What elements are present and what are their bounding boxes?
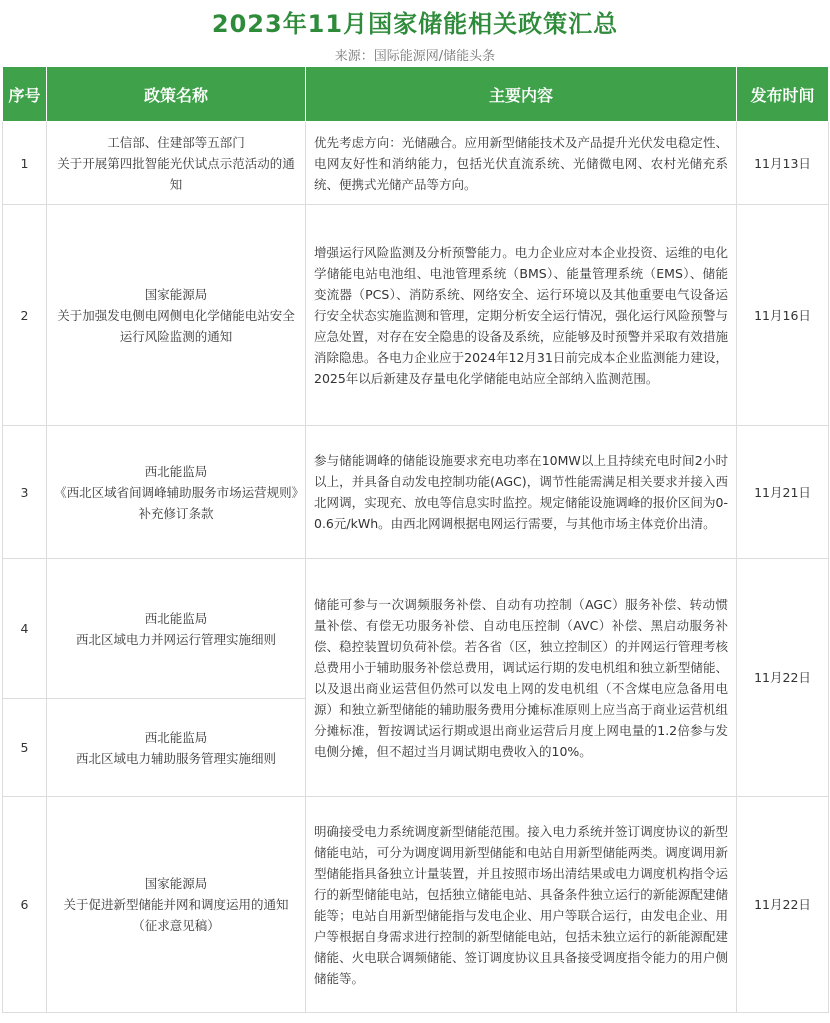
policy-table <box>2 66 829 1013</box>
row-content: 储能可参与一次调频服务补偿、自动有功控制（AGC）服务补偿、转动惯量补偿、有偿无功服务补偿、自动电压控制（AVC）补偿、黑启动服务补偿、稳控装置切负荷补偿。若各省（区，独立控制区）的并网运行管理考核总费用小于辅助服务补偿总费用，调试运行期的发电机组和独立新型储能、以及退出商业运营但仍然可以发电上网的发电机组（不含煤电应急备用电源）和独立新型储能的辅助服务费用分摊标准原则上应当高于商业运营机组分摊标准，暂按调试运行期或退出商业运营后月度上网电量的1.2倍参与发电侧分摊，但不超过当月调试期电费收入的10%。 <box>306 559 737 797</box>
row-title: 西北区域电力辅助服务管理实施细则 <box>75 750 276 766</box>
row-index: 1 <box>3 122 47 205</box>
row-index: 6 <box>3 797 47 1013</box>
table-row <box>3 426 829 559</box>
row-policy-name <box>47 699 306 797</box>
row-policy-name <box>47 559 306 699</box>
row-policy-name <box>47 205 306 426</box>
row-content: 参与储能调峰的储能设施要求充电功率在10MW以上且持续充电时间2小时以上，并具备自动发电控制功能(AGC)，调节性能需满足相关要求并接入西北网调，实现充、放电等信息实时监控。规定储能设施调峰的报价区间为0-0.6元/kWh。由西北网调根据电网运行需要，与其他市场主体竞价出清。 <box>306 426 737 559</box>
row-issuer: 工信部、住建部等五部门 <box>107 134 245 150</box>
header-main-content: 主要内容 <box>306 67 737 122</box>
page-title: 2023年11月国家储能相关政策汇总 <box>211 9 619 38</box>
source-line: 来源：国际能源网/储能头条 <box>334 48 496 64</box>
row-index: 4 <box>3 559 47 699</box>
row-content: 优先考虑方向：光储融合。应用新型储能技术及产品提升光伏发电稳定性、电网友好性和消纳能力，包括光伏直流系统、光储微电网、农村光储充系统、便携式光储产品等方向。 <box>306 122 737 205</box>
row-title: 关于促进新型储能并网和调度运用的通知（征求意见稿） <box>63 897 289 933</box>
row-issuer: 西北能监局 <box>144 610 208 626</box>
row-date: 11月13日 <box>737 122 829 205</box>
row-issuer: 西北能监局 <box>144 463 208 479</box>
row-date: 11月22日 <box>737 797 829 1013</box>
row-content: 明确接受电力系统调度新型储能范围。接入电力系统并签订调度协议的新型储能电站，可分为调度调用新型储能和电站自用新型储能两类。调度调用新型储能指具备独立计量装置，并且按照市场出清结果或电力调度机构指令运行的新型储能电站，包括独立储能电站、具备条件独立运行的新能源配建储能等；电站自用新型储能指与发电企业、用户等联合运行，由发电企业、用户等根据自身需求进行控制的新型储能电站，包括未独立运行的新能源配建储能、火电联合调频储能、签订调度协议且具备接受调度指令能力的用户侧储能等。 <box>306 797 737 1013</box>
row-issuer: 西北能监局 <box>144 729 208 745</box>
row-title: 关于加强发电侧电网侧电化学储能电站安全运行风险监测的通知 <box>57 307 295 344</box>
table-row <box>3 797 829 1013</box>
row-issuer: 国家能源局 <box>144 286 208 302</box>
row-date: 11月16日 <box>737 205 829 426</box>
row-title: 《西北区域省间调峰辅助服务市场运营规则》补充修订条款 <box>54 484 298 521</box>
table-row <box>3 205 829 426</box>
header-publish-date: 发布时间 <box>737 67 829 122</box>
row-issuer: 国家能源局 <box>144 876 208 891</box>
row-content: 增强运行风险监测及分析预警能力。电力企业应对本企业投资、运维的电化学储能电站电池组、电池管理系统（BMS）、能量管理系统（EMS）、储能变流器（PCS）、消防系统、网络安全、运行环境以及其他重要电气设备运行安全状态实施监测和管理，定期分析安全运行情况，强化运行风险预警与应急处置，对存在安全隐患的设备及系统，应能够及时预警并采取有效措施消除隐患。各电力企业应于2024年12月31日前完成本企业监测能力建设，2025年以后新建及存量电化学储能电站应全部纳入监测范围。 <box>306 205 737 426</box>
row-policy-name <box>47 426 306 559</box>
row-index: 5 <box>3 699 47 797</box>
header-policy-name: 政策名称 <box>47 67 306 122</box>
row-index: 2 <box>3 205 47 426</box>
row-date: 11月21日 <box>737 426 829 559</box>
table-row <box>3 122 829 205</box>
row-policy-name <box>47 797 306 1013</box>
row-title: 关于开展第四批智能光伏试点示范活动的通知 <box>57 155 295 192</box>
row-title: 西北区域电力并网运行管理实施细则 <box>75 631 276 647</box>
row-policy-name <box>47 122 306 205</box>
header-index: 序号 <box>3 67 47 122</box>
row-date: 11月22日 <box>737 559 829 797</box>
row-index: 3 <box>3 426 47 559</box>
table-header-row <box>3 67 829 122</box>
table-row <box>3 559 829 699</box>
